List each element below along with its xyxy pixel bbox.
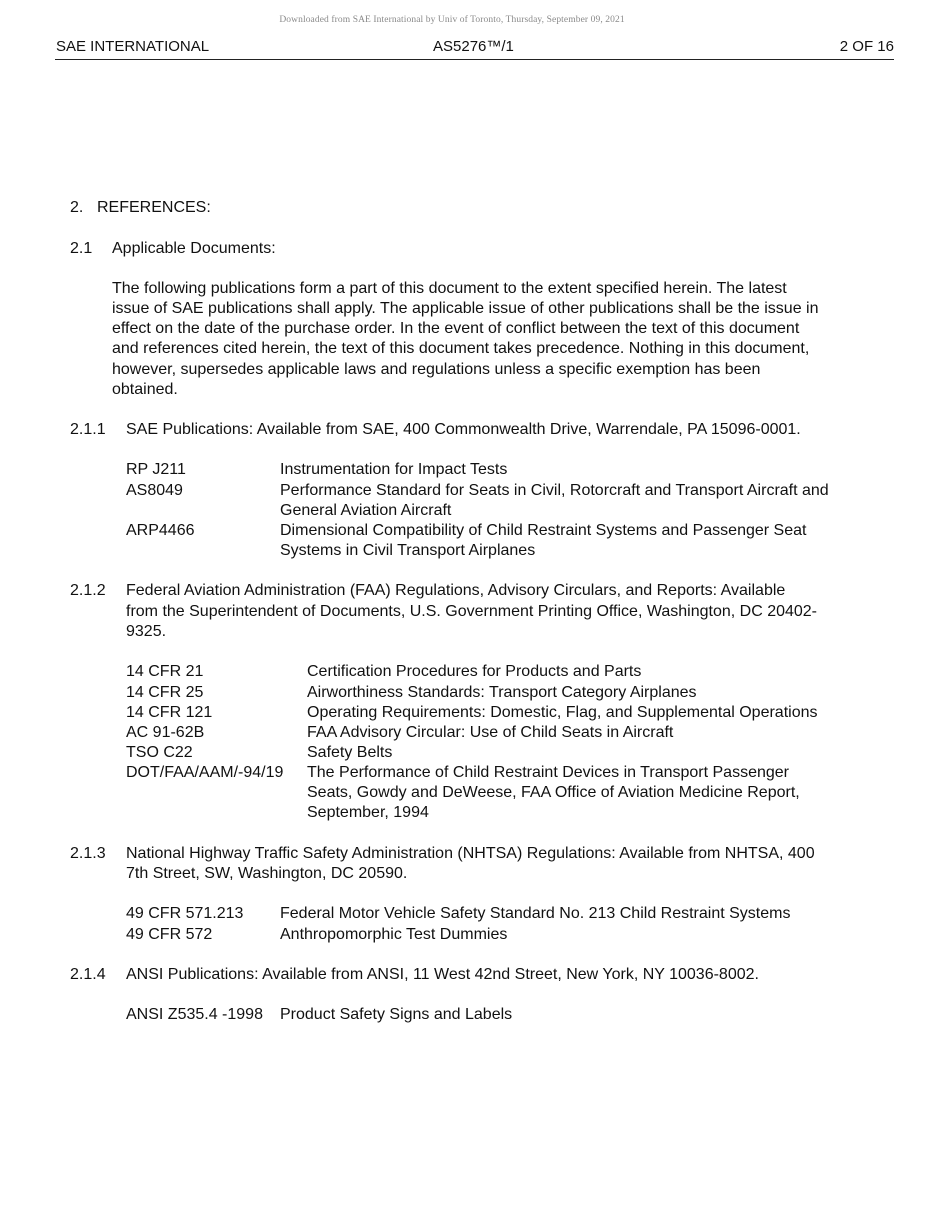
reference-code: 14 CFR 21 [126, 663, 204, 680]
paragraph-line: The following publications form a part of this document to the extent specified herein. The latest [112, 280, 787, 297]
reference-title: Airworthiness Standards: Transport Category Airplanes [307, 684, 697, 701]
reference-title: September, 1994 [307, 804, 429, 821]
header-document-number: AS5276™/1 [433, 38, 514, 55]
faa-heading-line: Federal Aviation Administration (FAA) Regulations, Advisory Circulars, and Reports: Available [126, 582, 786, 599]
reference-title: Systems in Civil Transport Airplanes [280, 542, 536, 559]
header-organization: SAE INTERNATIONAL [56, 38, 210, 55]
reference-code: 49 CFR 571.213 [126, 905, 244, 922]
faa-heading-line: 9325. [126, 623, 167, 640]
reference-code: AC 91-62B [126, 724, 205, 741]
reference-code: RP J211 [126, 461, 186, 478]
reference-title: Product Safety Signs and Labels [280, 1006, 513, 1023]
subsection-number: 2.1.4 [70, 966, 106, 983]
reference-code: ARP4466 [126, 522, 195, 539]
reference-title: Federal Motor Vehicle Safety Standard No. 213 Child Restraint Systems [280, 905, 791, 922]
subsection-number: 2.1.2 [70, 582, 106, 599]
section-title: REFERENCES: [97, 199, 211, 216]
reference-code: TSO C22 [126, 744, 193, 761]
paragraph-line: and references cited herein, the text of this document takes precedence. Nothing in this document, [112, 340, 810, 357]
reference-code: ANSI Z535.4 -1998 [126, 1006, 263, 1023]
reference-code: 14 CFR 121 [126, 704, 213, 721]
subsection-number: 2.1.1 [70, 421, 106, 438]
reference-title: Seats, Gowdy and DeWeese, FAA Office of Aviation Medicine Report, [307, 784, 800, 801]
nhtsa-heading-line: 7th Street, SW, Washington, DC 20590. [126, 865, 408, 882]
header-page-number: 2 OF 16 [839, 38, 894, 55]
faa-heading-line: from the Superintendent of Documents, U.S. Government Printing Office, Washington, DC 20402- [126, 603, 818, 620]
reference-title: Certification Procedures for Products and Parts [307, 663, 642, 680]
reference-code: AS8049 [126, 482, 183, 499]
subsection-title: Applicable Documents: [112, 240, 276, 257]
subsection-number: 2.1.3 [70, 845, 106, 862]
reference-code: DOT/FAA/AAM/-94/19 [126, 764, 284, 781]
reference-title: The Performance of Child Restraint Devices in Transport Passenger [307, 764, 789, 781]
subsection-number: 2.1 [70, 240, 93, 257]
page-header [56, 38, 894, 60]
reference-code: 14 CFR 25 [126, 684, 204, 701]
sae-publications-heading: SAE Publications: Available from SAE, 400 Commonwealth Drive, Warrendale, PA 15096-0001. [126, 421, 801, 438]
section-number: 2. [70, 199, 84, 216]
reference-title: Performance Standard for Seats in Civil, Rotorcraft and Transport Aircraft and [280, 482, 829, 499]
reference-title: Operating Requirements: Domestic, Flag, and Supplemental Operations [307, 704, 818, 721]
reference-code: 49 CFR 572 [126, 926, 213, 943]
nhtsa-heading-line: National Highway Traffic Safety Administration (NHTSA) Regulations: Available from NHTSA, 400 [126, 845, 815, 862]
reference-title: Dimensional Compatibility of Child Restraint Systems and Passenger Seat [280, 522, 807, 539]
reference-title: Anthropomorphic Test Dummies [280, 926, 508, 943]
paragraph-line: effect on the date of the purchase order. In the event of conflict between the text of this document [112, 320, 800, 337]
reference-title: Safety Belts [307, 744, 393, 761]
paragraph-line: however, supersedes applicable laws and regulations unless a specific exemption has been [112, 361, 761, 378]
reference-title: General Aviation Aircraft [280, 502, 452, 519]
paragraph-line: obtained. [112, 381, 178, 398]
paragraph-line: issue of SAE publications shall apply. The applicable issue of other publications shall be the issue in [112, 300, 819, 317]
reference-title: Instrumentation for Impact Tests [280, 461, 508, 478]
ansi-publications-heading: ANSI Publications: Available from ANSI, 11 West 42nd Street, New York, NY 10036-8002. [126, 966, 759, 983]
download-watermark: Downloaded from SAE International by Univ of Toronto, Thursday, September 09, 2021 [279, 15, 625, 25]
reference-title: FAA Advisory Circular: Use of Child Seats in Aircraft [307, 724, 674, 741]
header-divider [55, 59, 894, 60]
